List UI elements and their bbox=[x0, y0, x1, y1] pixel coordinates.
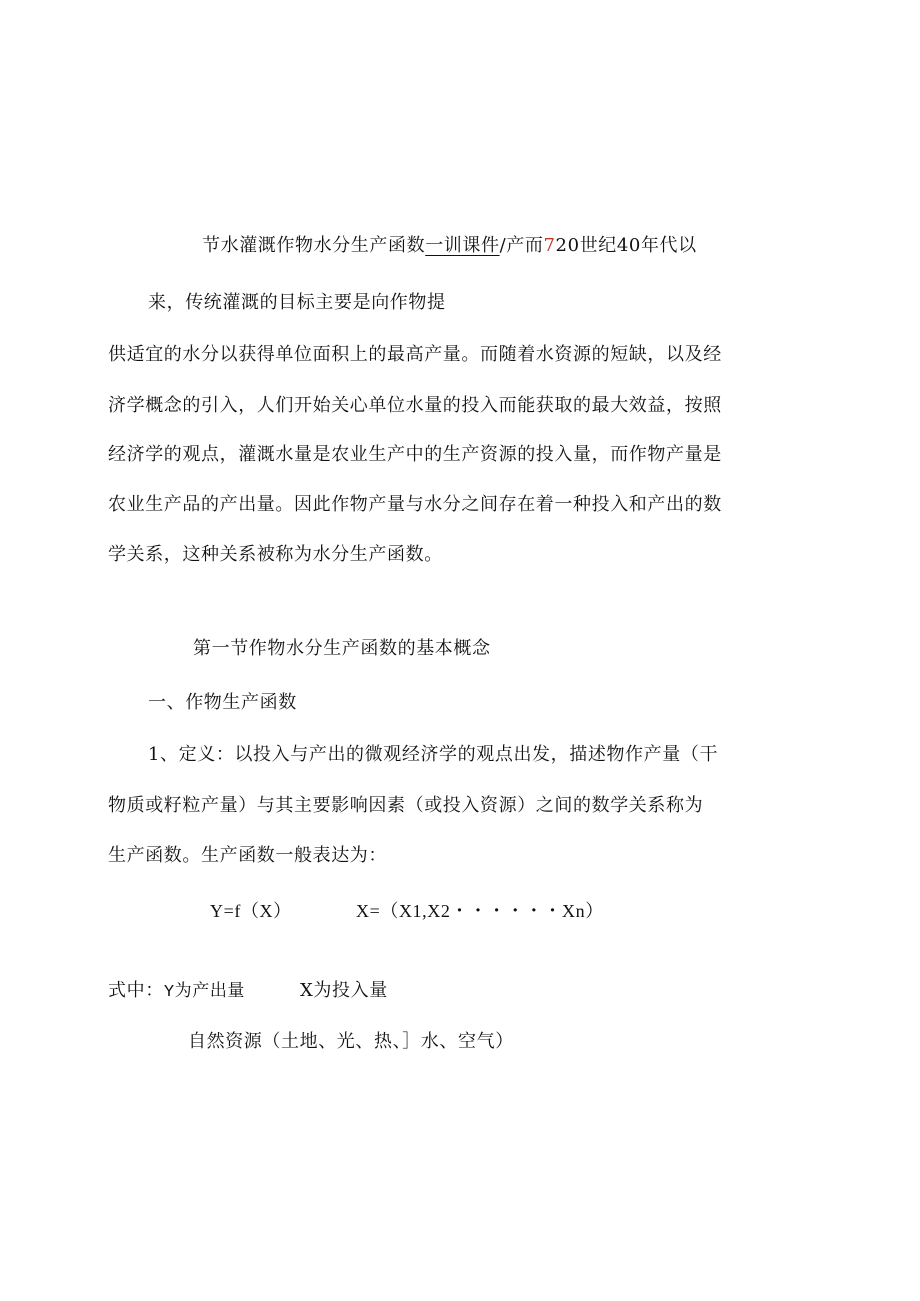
title-part5: 20世纪40年代以 bbox=[555, 235, 697, 256]
intro-line-5: 农业生产品的产出量。因此作物产量与水分之间存在着一种投入和产出的数 bbox=[108, 494, 722, 515]
resources-line: 自然资源（土地、光、热、］水、空气） bbox=[188, 1031, 514, 1052]
where-prefix: 式中： bbox=[108, 980, 164, 1001]
definition-line-2: 物质或籽粒产量）与其主要影响因素（或投入资源）之间的数学关系称为 bbox=[108, 795, 704, 816]
intro-line-4: 经济学的观点，灌溉水量是农业生产中的生产资源的投入量，而作物产量是 bbox=[108, 444, 722, 465]
intro-line-3: 济学概念的引入，人们开始关心单位水量的投入而能获取的最大效益，按照 bbox=[108, 395, 722, 416]
where-y-desc: Y为产出量 bbox=[163, 983, 246, 1002]
title-part3: /产而 bbox=[499, 235, 544, 256]
title-line bbox=[202, 233, 697, 259]
title-underlined-part: 一训课件 bbox=[425, 235, 500, 256]
definition-line-1: 1、定义：以投入与产出的微观经济学的观点出发，描述物作产量（干 bbox=[148, 744, 719, 765]
formula-left: Y=f（X） bbox=[210, 901, 292, 921]
title-red-digit: 7 bbox=[543, 235, 556, 256]
formula-right: X=（X1,X2・・・・・・Xn） bbox=[356, 901, 604, 921]
section-title: 第一节作物水分生产函数的基本概念 bbox=[193, 638, 491, 659]
intro-line-1: 来，传统灌溉的目标主要是向作物提 bbox=[148, 292, 446, 313]
intro-line-2: 供适宜的水分以获得单位面积上的最高产量。而随着水资源的短缺，以及经 bbox=[108, 344, 722, 365]
where-line bbox=[108, 978, 245, 1006]
where-x-desc: X为投入量 bbox=[300, 980, 388, 1001]
intro-line-6: 学关系，这种关系被称为水分生产函数。 bbox=[108, 544, 443, 565]
definition-line-3: 生产函数。生产函数一般表达为： bbox=[108, 845, 387, 866]
title-part1: 节水灌溉作物水分生产函数 bbox=[202, 235, 426, 256]
subsection-title: 一、作物生产函数 bbox=[148, 692, 297, 713]
